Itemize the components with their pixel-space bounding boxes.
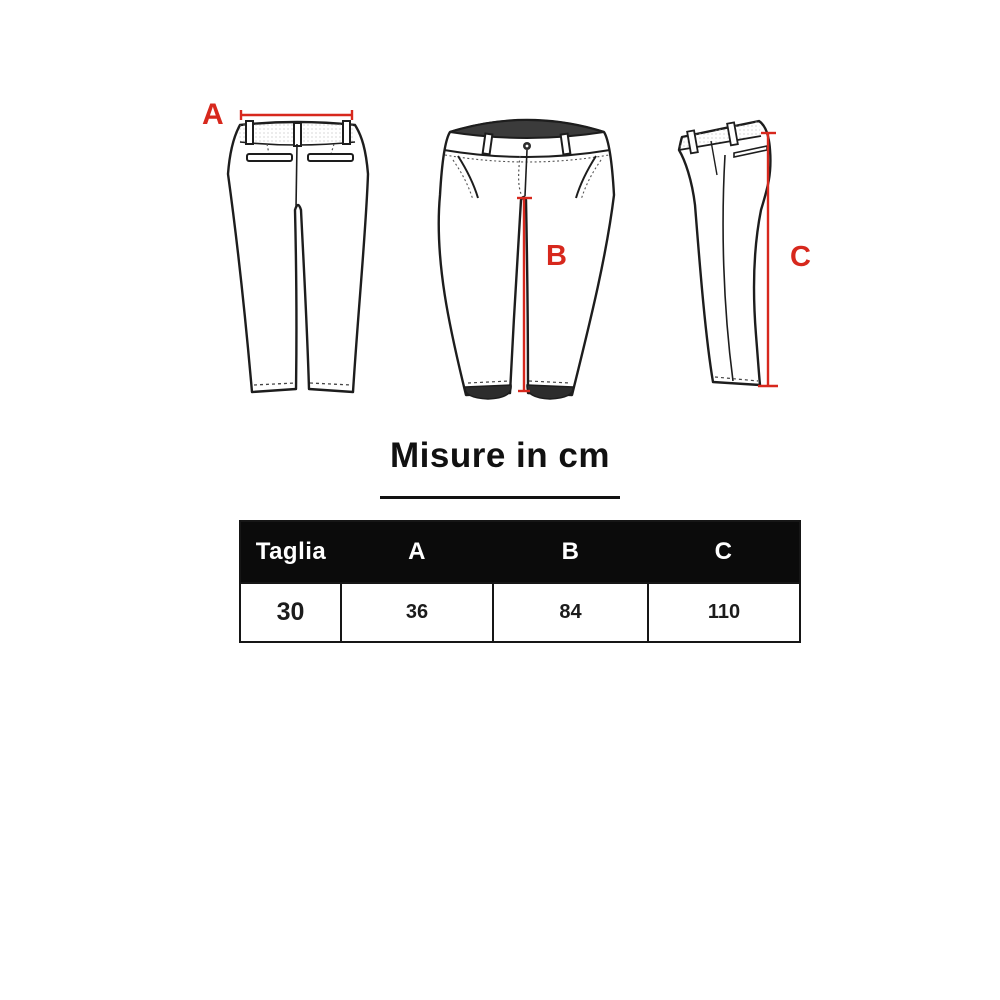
size-table-header-row bbox=[240, 521, 800, 583]
measure-label-b: B bbox=[546, 240, 567, 272]
cell-a-value: 36 bbox=[341, 583, 493, 642]
col-header-c: C bbox=[648, 521, 800, 583]
hem-cuff bbox=[465, 385, 511, 399]
col-header-a: A bbox=[341, 521, 493, 583]
belt-loop bbox=[483, 134, 493, 155]
title-underline bbox=[380, 496, 620, 499]
front-waistband-inner bbox=[450, 120, 604, 138]
cell-taglia-value: 30 bbox=[240, 583, 341, 642]
pants-back-view-drawing bbox=[195, 92, 380, 412]
size-table bbox=[239, 520, 801, 643]
measure-a-arrow bbox=[241, 110, 352, 120]
cell-c-value: 110 bbox=[648, 583, 800, 642]
col-header-taglia: Taglia bbox=[240, 521, 341, 583]
belt-loop bbox=[343, 121, 350, 144]
belt-loop bbox=[246, 121, 253, 144]
section-title: Misure in cm bbox=[390, 436, 610, 475]
belt-loop bbox=[294, 123, 301, 146]
col-header-b: B bbox=[493, 521, 648, 583]
measure-label-a: A bbox=[202, 98, 224, 131]
measure-label-c: C bbox=[790, 241, 811, 273]
hem-cuff bbox=[527, 385, 573, 399]
cell-b-value: 84 bbox=[493, 583, 648, 642]
belt-loop bbox=[561, 134, 571, 155]
size-table-row bbox=[240, 583, 800, 642]
back-pocket-welt bbox=[308, 154, 353, 161]
pants-front-view-drawing bbox=[428, 100, 626, 410]
back-pocket-welt bbox=[247, 154, 292, 161]
back-pants-outline bbox=[228, 122, 368, 392]
back-seam bbox=[296, 144, 297, 208]
